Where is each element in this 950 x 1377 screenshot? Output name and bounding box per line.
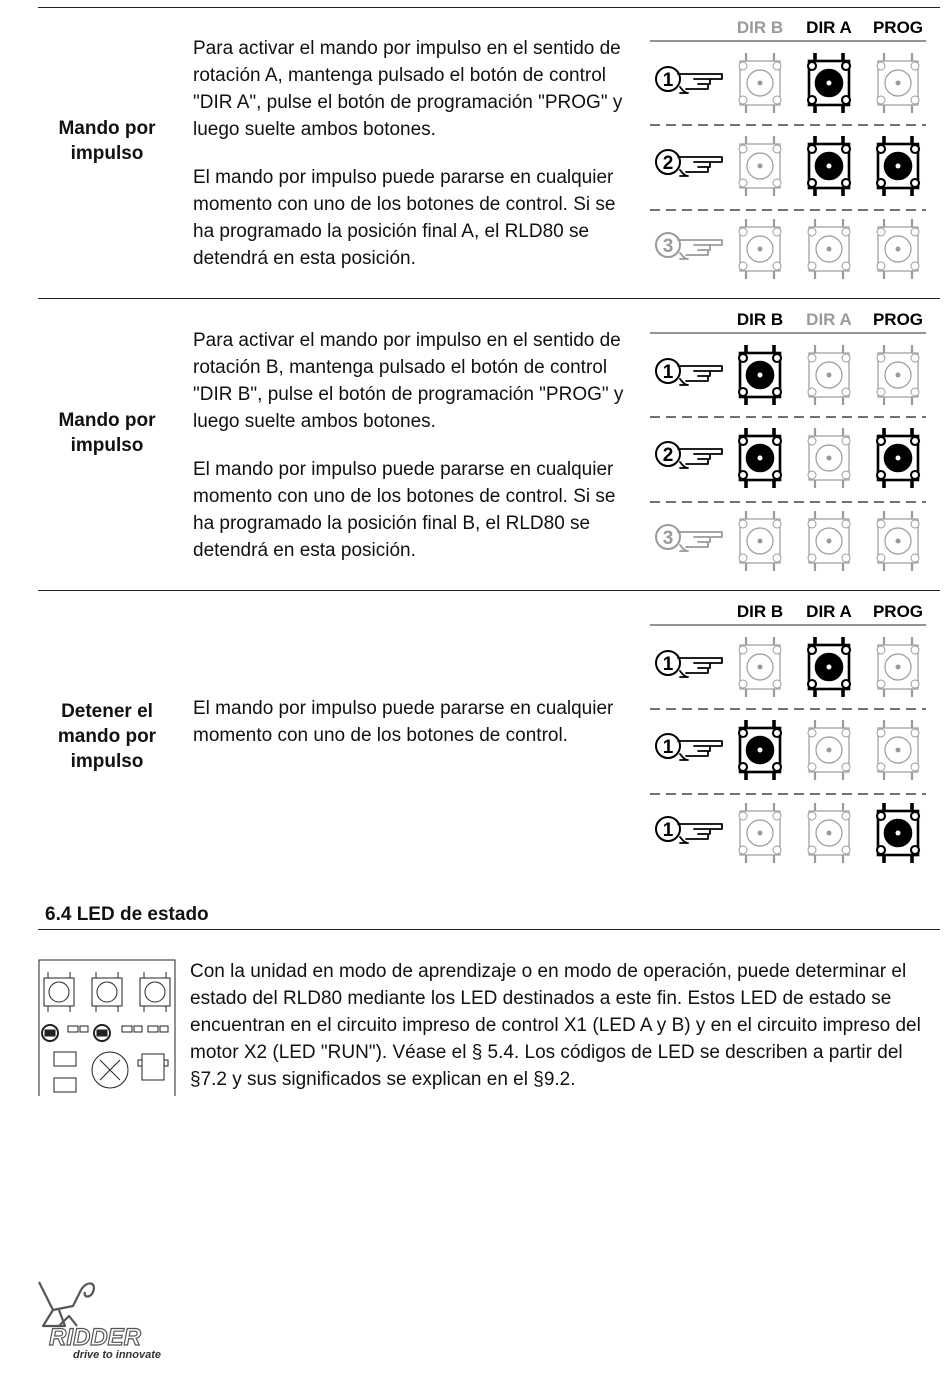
column-header: DIR B xyxy=(736,18,784,37)
pointing-hand-icon xyxy=(678,240,722,259)
row-2-paragraph-2: El mando por impulso puede pararse en cualquier momento con uno de los botones de control. Si se ha programado la posición final B, el RLD80 se detendrá en esta posición. xyxy=(193,459,616,561)
table-row-rule-1 xyxy=(38,298,940,299)
section-title: 6.4 LED de estado xyxy=(45,904,209,925)
diagram-step xyxy=(656,428,919,488)
row-2-paragraph-1: Para activar el mando por impulso en el sentido de rotación B, mantenga pulsado el botón de control "DIR B", pulse el botón de programación "PROG" y luego suelte ambos botones. xyxy=(193,330,624,432)
button-released-icon xyxy=(808,219,850,279)
diagram-step xyxy=(656,345,919,405)
button-pressed-icon xyxy=(877,136,919,196)
table-top-rule xyxy=(38,7,940,8)
column-header: PROG xyxy=(872,310,924,329)
table-row-rule-2 xyxy=(38,590,940,591)
pcb-icon xyxy=(38,958,178,1096)
button-released-icon xyxy=(739,637,781,697)
column-header: DIR B xyxy=(736,602,784,621)
pointing-hand-icon xyxy=(678,449,722,468)
step-number: 1 xyxy=(662,362,674,383)
section-paragraph: Con la unidad en modo de aprendizaje o en modo de operación, puede determinar el estado del RLD80 mediante los LED destinados a este fin. Estos LED de estado se encuentran en el circuito impreso de control X1 (LED A y B) y en el circuito impreso del motor X2 (LED "RUN"). Véase el § 5.4. Los códigos de LED se describen a partir del §7.2 y sus significados se explican en el §9.2. xyxy=(190,961,921,1090)
row-3-button-diagram xyxy=(648,597,928,859)
button-released-icon xyxy=(877,511,919,571)
row-2-button-diagram xyxy=(648,305,928,567)
pointing-hand-icon xyxy=(678,532,722,551)
logo-tagline: drive to innovate xyxy=(73,1349,162,1361)
diagram-step xyxy=(656,219,919,279)
pointing-hand-icon xyxy=(678,824,722,843)
column-header: DIR B xyxy=(736,310,784,329)
column-header: PROG xyxy=(872,18,924,37)
button-released-icon xyxy=(739,219,781,279)
button-released-icon xyxy=(877,637,919,697)
pointing-hand-icon xyxy=(678,741,722,760)
row-1-button-diagram xyxy=(648,13,928,275)
step-number: 1 xyxy=(662,70,674,91)
button-pressed-icon xyxy=(877,428,919,488)
button-pressed-icon xyxy=(808,136,850,196)
diagram-step xyxy=(656,803,919,863)
pcb-illustration xyxy=(38,958,178,1101)
button-released-icon xyxy=(877,345,919,405)
diagram-step xyxy=(656,136,919,196)
ridder-logo xyxy=(35,1276,185,1366)
button-pressed-icon xyxy=(739,345,781,405)
button-released-icon xyxy=(808,428,850,488)
column-header: DIR A xyxy=(806,602,852,621)
button-pressed-icon xyxy=(808,53,850,113)
logo-word: RIDDER xyxy=(49,1324,142,1351)
row-2-label: Mando por impulso xyxy=(58,410,156,456)
button-released-icon xyxy=(808,720,850,780)
diagram-step xyxy=(656,637,919,697)
row-3-label: Detener el mando por impulso xyxy=(57,701,157,772)
section-rule xyxy=(38,929,940,930)
button-released-icon xyxy=(808,345,850,405)
button-released-icon xyxy=(808,511,850,571)
column-header: DIR A xyxy=(806,18,852,37)
diagram-step xyxy=(656,720,919,780)
button-diagram-svg xyxy=(648,13,928,275)
button-pressed-icon xyxy=(739,720,781,780)
pointing-hand-icon xyxy=(678,74,722,93)
button-released-icon xyxy=(808,803,850,863)
button-released-icon xyxy=(877,720,919,780)
button-released-icon xyxy=(739,53,781,113)
step-number: 2 xyxy=(662,445,674,466)
button-pressed-icon xyxy=(877,803,919,863)
button-released-icon xyxy=(877,219,919,279)
pointing-hand-icon xyxy=(678,658,722,677)
button-released-icon xyxy=(739,136,781,196)
row-3-paragraph-1: El mando por impulso puede pararse en cualquier momento con uno de los botones de control. xyxy=(193,698,614,746)
diagram-step xyxy=(656,511,919,571)
column-header: PROG xyxy=(872,602,924,621)
row-1-label: Mando por impulso xyxy=(58,118,156,164)
diagram-step xyxy=(656,53,919,113)
button-pressed-icon xyxy=(739,428,781,488)
button-released-icon xyxy=(877,53,919,113)
pointing-hand-icon xyxy=(678,366,722,385)
button-pressed-icon xyxy=(808,637,850,697)
column-header: DIR A xyxy=(806,310,852,329)
row-1-paragraph-2: El mando por impulso puede pararse en cualquier momento con uno de los botones de control. Si se ha programado la posición final A, el RLD80 se detendrá en esta posición. xyxy=(193,167,616,269)
button-diagram-svg xyxy=(648,305,928,567)
step-number: 1 xyxy=(662,820,674,841)
button-released-icon xyxy=(739,511,781,571)
pointing-hand-icon xyxy=(678,157,722,176)
step-number: 3 xyxy=(662,236,674,257)
row-1-paragraph-1: Para activar el mando por impulso en el sentido de rotación A, mantenga pulsado el botón de control "DIR A", pulse el botón de programación "PROG" y luego suelte ambos botones. xyxy=(193,38,623,140)
button-released-icon xyxy=(739,803,781,863)
step-number: 1 xyxy=(662,737,674,758)
button-diagram-svg xyxy=(648,597,928,859)
step-number: 2 xyxy=(662,153,674,174)
step-number: 3 xyxy=(662,528,674,549)
step-number: 1 xyxy=(662,654,674,675)
